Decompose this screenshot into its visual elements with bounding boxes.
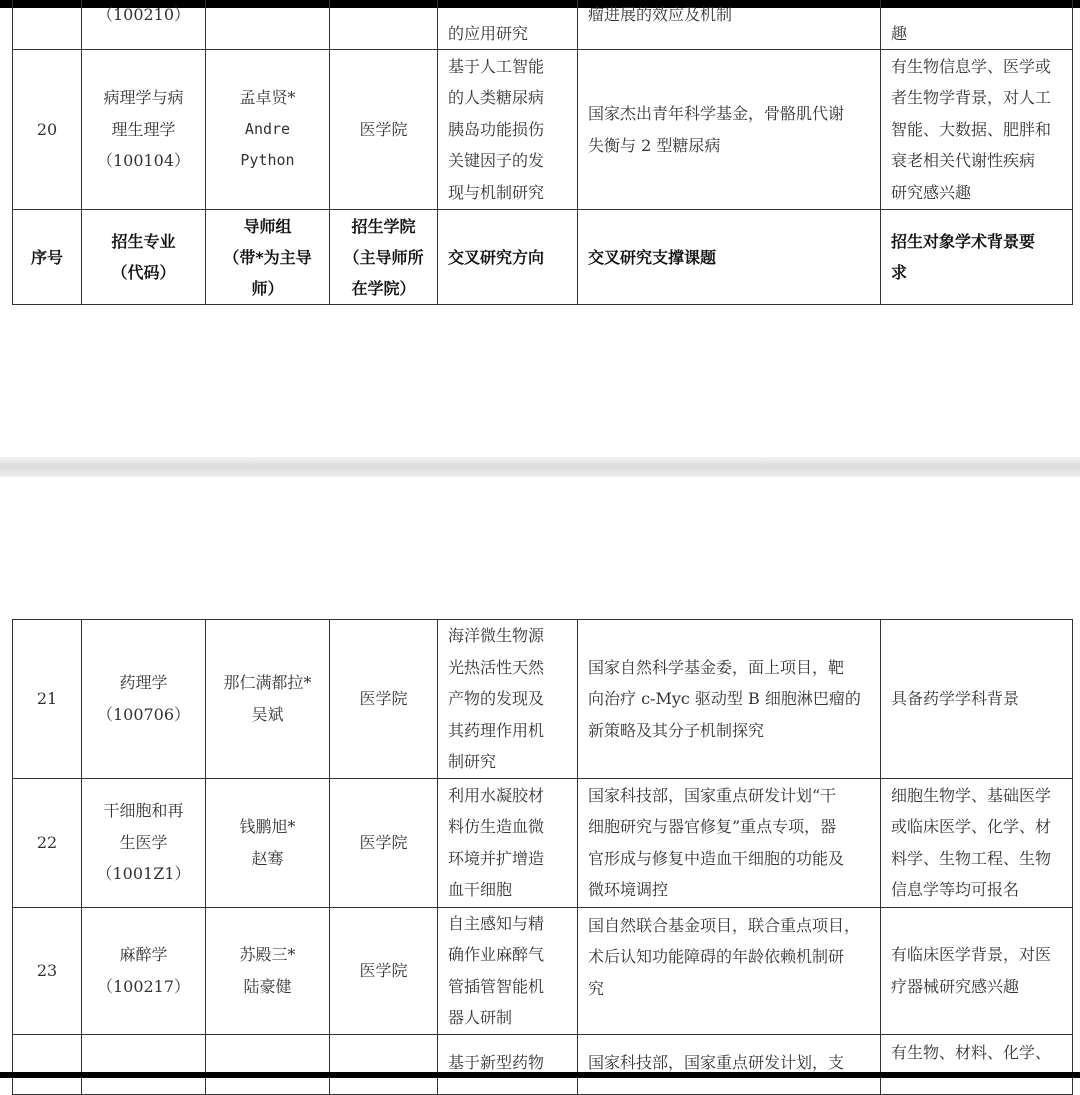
supervisors-cell: 苏殿三* 陆豪健: [206, 907, 330, 1034]
project-cell: 国家自然科学基金委，面上项目，靶 向治疗 c-Myc 驱动型 B 细胞淋巴瘤的 新策略及其分子机制探究: [578, 620, 881, 779]
bottom-black-bar: [0, 1072, 1080, 1078]
project-cell: 国家科技部，国家重点研发计划，支: [578, 1034, 881, 1094]
header-no: 序号: [13, 210, 82, 305]
support-project: 瘤进展的效应及机制: [588, 5, 733, 24]
header-school: 招生学院 （主导师所 在学院）: [330, 210, 438, 305]
table-header-row: [13, 210, 1073, 305]
major-code: （100210）: [96, 5, 191, 24]
project-cell: 国家杰出青年科学基金，骨骼肌代谢 失衡与 2 型糖尿病: [578, 50, 881, 210]
top-table: [12, 0, 1073, 305]
requirement-cell: 细胞生物学、基础医学 或临床医学、化学、材 料学、生物工程、生物 信息学等均可报名: [881, 778, 1073, 907]
row-number: 20: [13, 50, 82, 210]
school-cell: 医学院: [330, 620, 438, 779]
research-direction: 的应用研究: [448, 23, 529, 43]
table-row: [13, 620, 1073, 779]
direction-cell: 基于新型药物: [438, 1034, 578, 1094]
page-separator: [0, 457, 1080, 477]
table-row: [13, 0, 1073, 50]
row-number: 21: [13, 620, 82, 779]
project-cell: 国自然联合基金项目，联合重点项目， 术后认知功能障碍的年龄依赖机制研 究: [578, 907, 881, 1034]
supervisors-cell: 那仁满都拉* 吴斌: [206, 620, 330, 779]
row-number: 23: [13, 907, 82, 1034]
background-requirement: 趣: [891, 23, 908, 43]
major-cell: 病理学与病 理生理学 （100104）: [82, 50, 206, 210]
table-row: [13, 1034, 1073, 1094]
direction-cell: 基于人工智能 的人类糖尿病 胰岛功能损伤 关键因子的发 现与机制研究: [438, 50, 578, 210]
table-row: [13, 907, 1073, 1034]
direction-cell: 利用水凝胶材 料仿生造血微 环境并扩增造 血干细胞: [438, 778, 578, 907]
table-row: [13, 50, 1073, 210]
direction-cell: 自主感知与精 确作业麻醉气 管插管智能机 器人研制: [438, 907, 578, 1034]
requirement-cell: 有生物、材料、化学、: [881, 1034, 1073, 1094]
school-cell: 医学院: [330, 778, 438, 907]
header-supervisors: 导师组 （带*为主导 师）: [206, 210, 330, 305]
requirement-cell: 具备药学学科背景: [881, 620, 1073, 779]
supervisors-cell: 钱鹏旭* 赵骞: [206, 778, 330, 907]
school-cell: 医学院: [330, 907, 438, 1034]
direction-cell: 海洋微生物源 光热活性天然 产物的发现及 其药理作用机 制研究: [438, 620, 578, 779]
requirement-cell: 有临床医学背景，对医 疗器械研究感兴趣: [881, 907, 1073, 1034]
header-requirement: 招生对象学术背景要 求: [881, 210, 1073, 305]
major-cell: 干细胞和再 生医学 （1001Z1）: [82, 778, 206, 907]
supervisors-cell: 孟卓贤* Andre Python: [206, 50, 330, 210]
header-major: 招生专业 （代码）: [82, 210, 206, 305]
table-row: [13, 778, 1073, 907]
school-cell: 医学院: [330, 50, 438, 210]
bottom-table: [12, 619, 1073, 1095]
project-cell: 国家科技部，国家重点研发计划“干 细胞研究与器官修复”重点专项，器 官形成与修复中造血干细胞的功能及 微环境调控: [578, 778, 881, 907]
requirement-cell: 有生物信息学、医学或 者生物学背景，对人工 智能、大数据、肥胖和 衰老相关代谢性疾病 研究感兴趣: [881, 50, 1073, 210]
major-cell: 麻醉学 （100217）: [82, 907, 206, 1034]
header-project: 交叉研究支撑课题: [578, 210, 881, 305]
row-number: 22: [13, 778, 82, 907]
header-direction: 交叉研究方向: [438, 210, 578, 305]
major-cell: 药理学 （100706）: [82, 620, 206, 779]
row-number: [13, 1034, 82, 1094]
